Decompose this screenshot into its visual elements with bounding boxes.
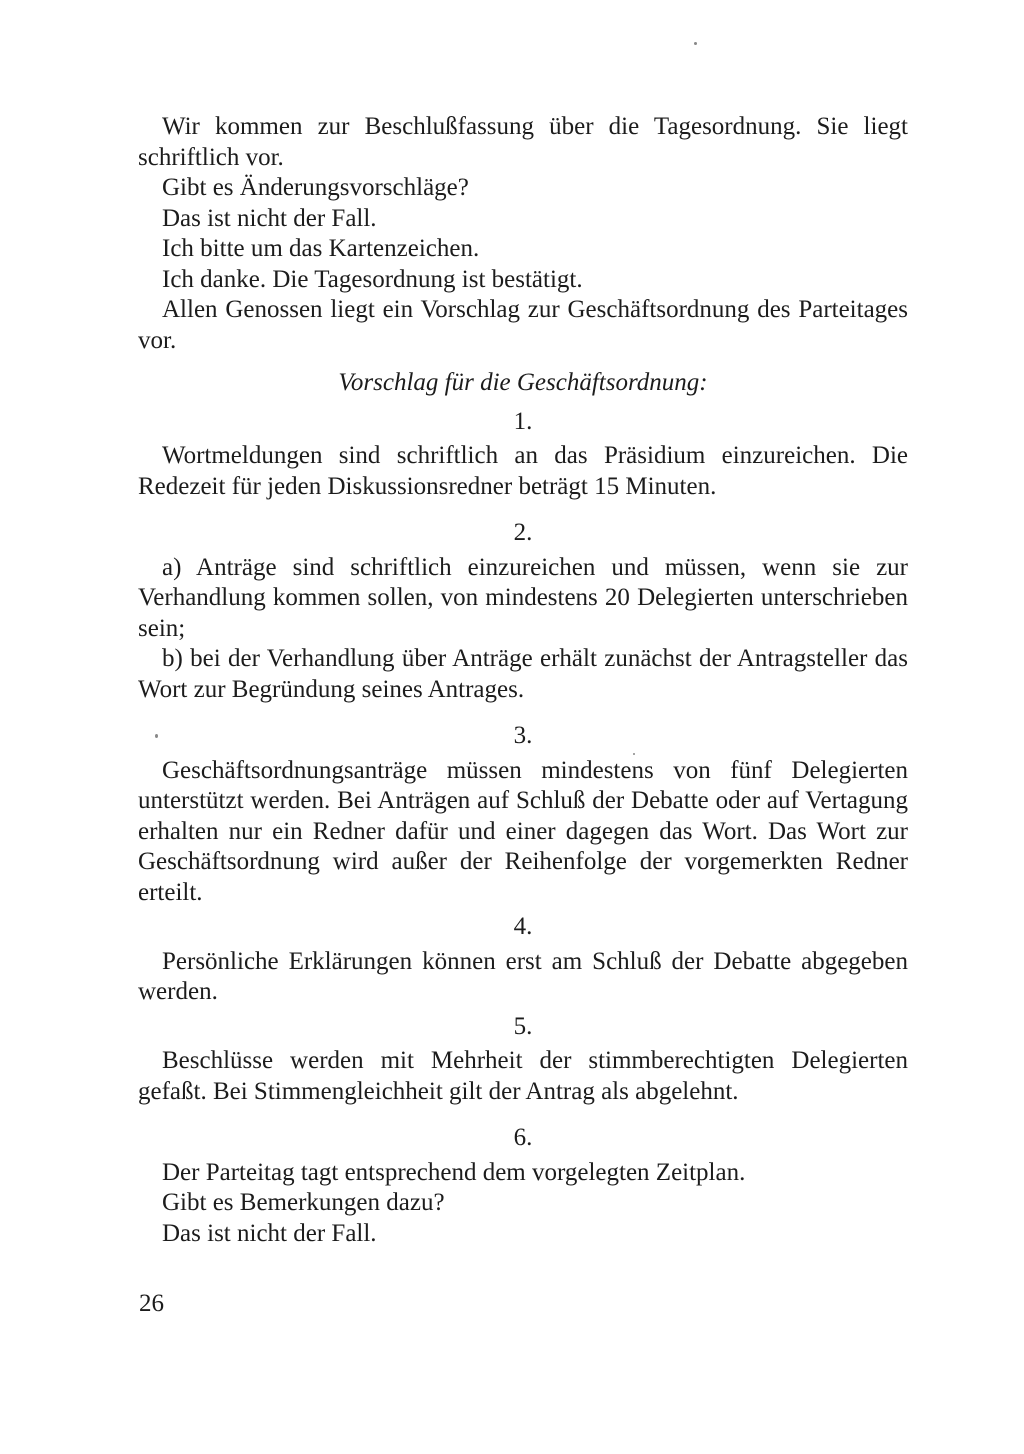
section-6-paragraph-3: Das ist nicht der Fall. <box>162 1219 377 1247</box>
section-4-paragraph: Persönliche Erklärungen können erst am Schluß der Debatte abgegeben werden. <box>138 947 908 1005</box>
section-3-paragraph: Geschäftsordnungsanträge müssen mindestens von fünf Delegierten unterstützt werden. Bei Anträgen auf Schluß der Debatte oder auf Vertagung erhalten nur ein Redner dafür und einer dagegen das Wort. Das Wort zur Geschäftsordnung wird außer der Reihenfolge der vorgemerkten Redner erteilt. <box>138 756 908 906</box>
section-5-paragraph: Beschlüsse werden mit Mehrheit der stimmberechtigten Delegierten gefaßt. Bei Stimmengleichheit gilt der Antrag als abgelehnt. <box>138 1047 908 1105</box>
section-number-5: 5. <box>513 1012 533 1040</box>
section-2-paragraph-a: a) Anträge sind schriftlich einzureichen und müssen, wenn sie zur Verhandlung kommen sollen, von mindestens 20 Delegierten unterschrieben sein; <box>138 553 908 642</box>
section-heading: Vorschlag für die Geschäftsordnung: <box>338 369 708 396</box>
intro-paragraph-5: Ich danke. Die Tagesordnung ist bestätigt. <box>162 265 583 293</box>
section-2-paragraph-b: b) bei der Verhandlung über Anträge erhält zunächst der Antragsteller das Wort zur Begründung seines Antrages. <box>138 645 908 703</box>
section-number-3: 3. <box>513 722 533 749</box>
section-number-6: 6. <box>513 1124 533 1151</box>
section-1-paragraph: Wortmeldungen sind schriftlich an das Präsidium einzureichen. Die Redezeit für jeden Diskussionsredner beträgt 15 Minuten. <box>138 442 908 500</box>
page-number: 26 <box>139 1290 164 1317</box>
intro-paragraph-1: Wir kommen zur Beschlußfassung über die Tagesordnung. Sie liegt schriftlich vor. <box>138 113 908 171</box>
intro-paragraph-2: Gibt es Änderungsvorschläge? <box>162 174 469 201</box>
section-6-paragraph-1: Der Parteitag tagt entsprechend dem vorgelegten Zeitplan. <box>162 1158 746 1186</box>
intro-paragraph-3: Das ist nicht der Fall. <box>162 204 377 232</box>
print-speck <box>694 42 697 45</box>
section-6-paragraph-2: Gibt es Bemerkungen dazu? <box>162 1189 445 1216</box>
intro-paragraph-4: Ich bitte um das Kartenzeichen. <box>162 235 480 262</box>
section-number-1: 1. <box>513 407 533 435</box>
section-number-4: 4. <box>513 913 533 940</box>
print-speck <box>633 753 635 755</box>
document-body <box>138 112 908 1249</box>
print-speck <box>155 734 158 738</box>
intro-paragraph-6: Allen Genossen liegt ein Vorschlag zur Geschäftsordnung des Parteitages vor. <box>138 296 908 354</box>
section-number-2: 2. <box>513 519 533 546</box>
